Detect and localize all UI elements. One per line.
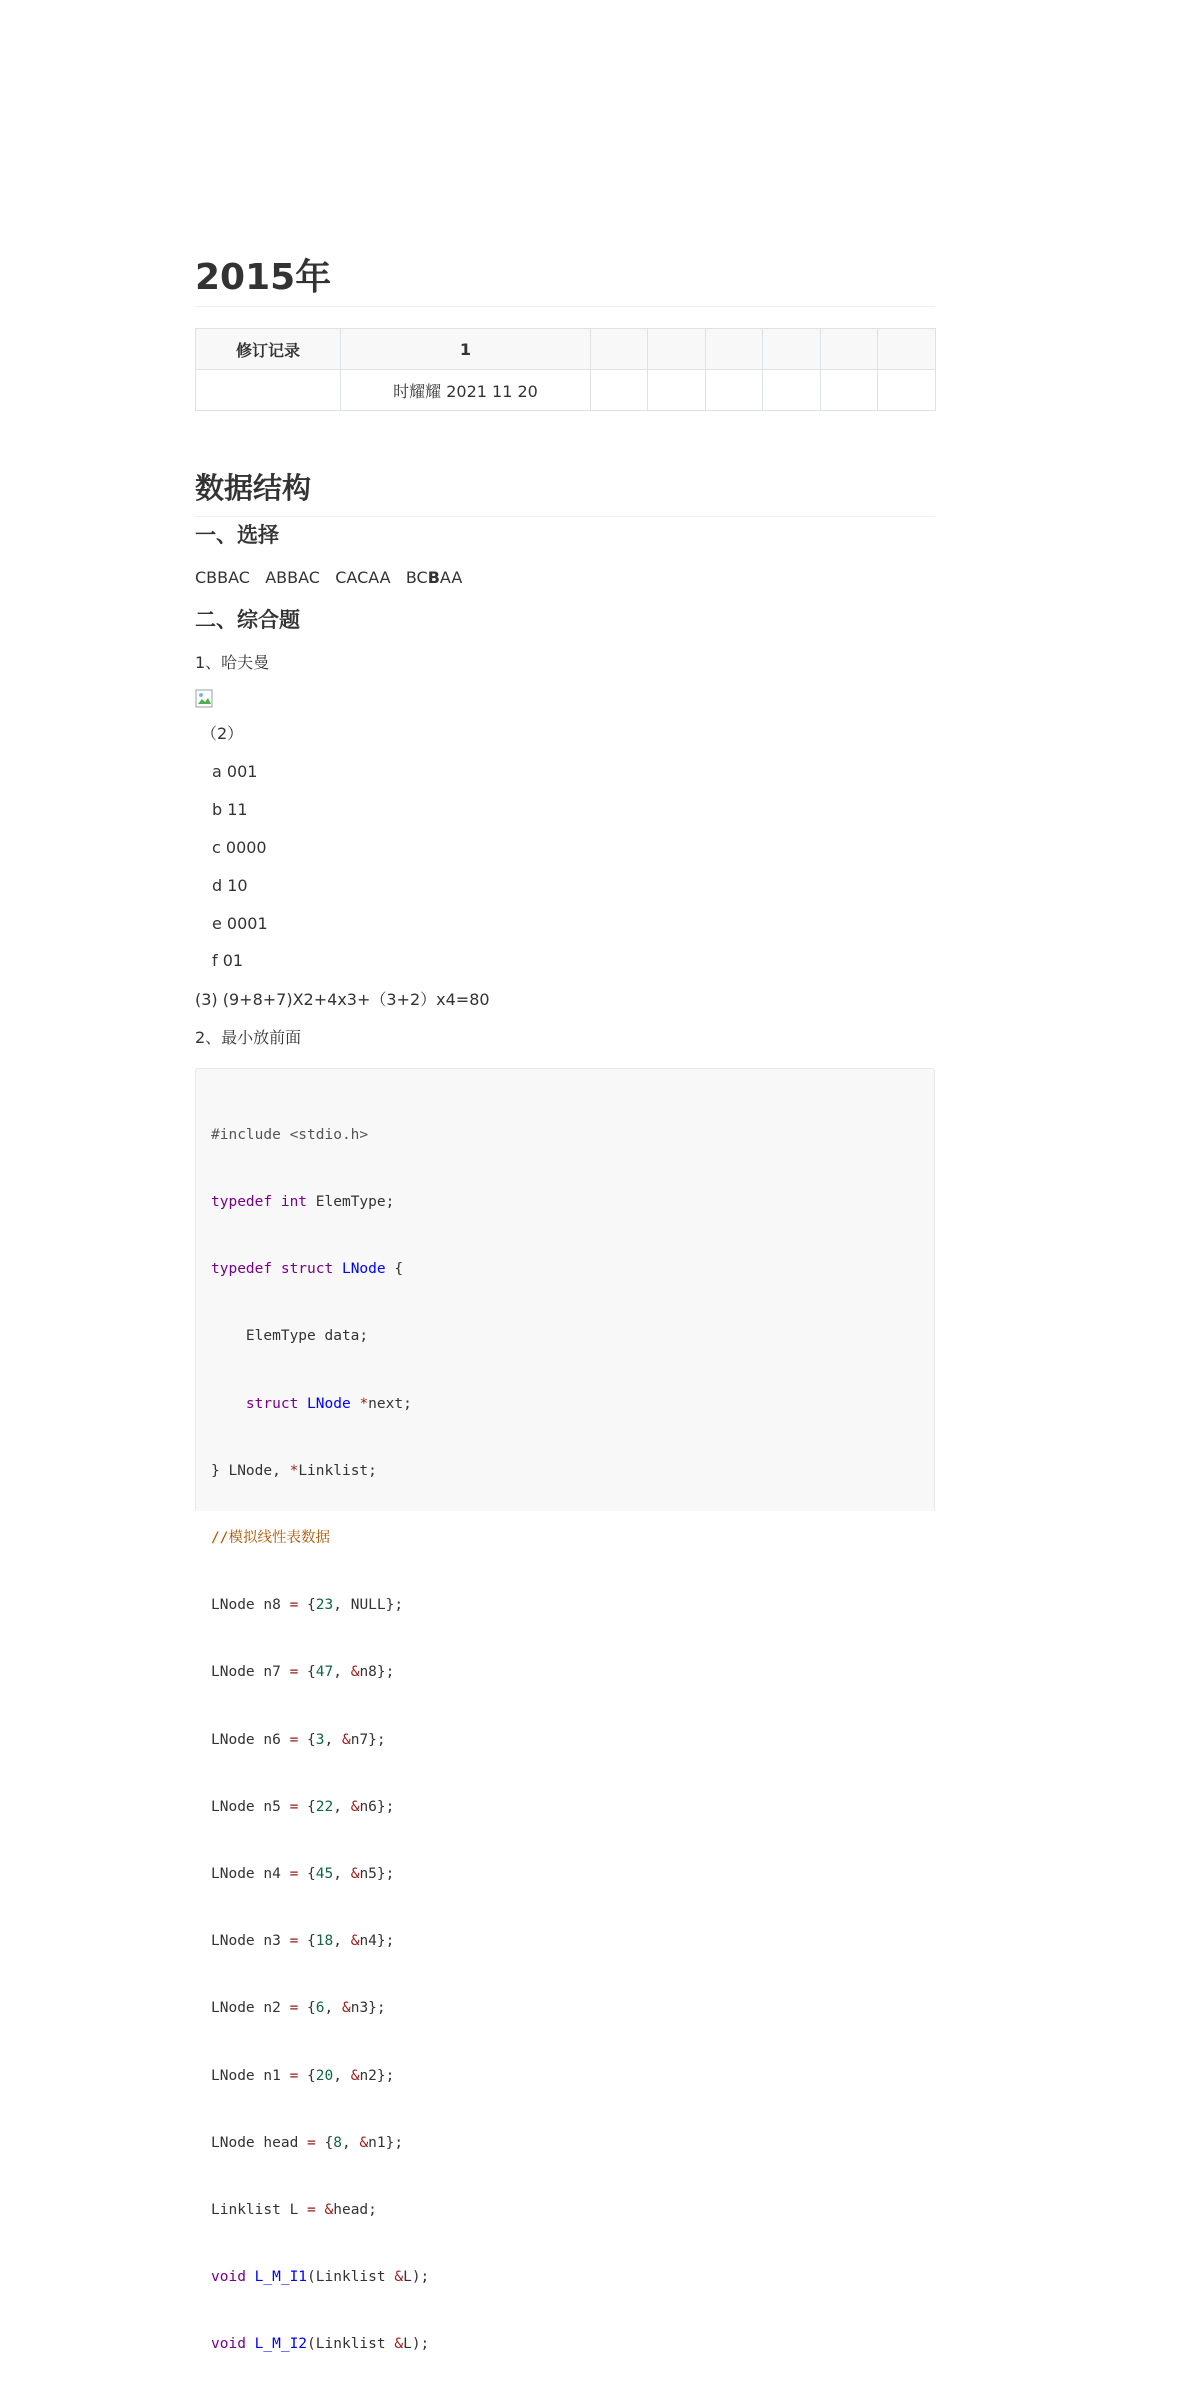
- code-line: Linklist L = &head;: [211, 2202, 377, 2219]
- revision-table: [195, 328, 936, 411]
- code-line: LNode head = {8, &n1};: [211, 2134, 404, 2151]
- table-cell: [591, 370, 648, 411]
- page-title: 2015年: [195, 256, 935, 307]
- code-line: LNode n8 = {23, NULL};: [211, 1597, 404, 1614]
- huffman-code-e: e 0001: [212, 914, 268, 933]
- code-line: struct LNode *next;: [245, 1395, 412, 1412]
- code-line: ElemType data;: [211, 1328, 369, 1345]
- code-line: typedef struct LNode {: [211, 1261, 404, 1278]
- code-line: LNode n7 = {47, &n8};: [211, 1664, 395, 1681]
- code-line: LNode n5 = {22, &n6};: [211, 1798, 395, 1815]
- table-cell: [821, 370, 878, 411]
- table-header-cell: [591, 329, 648, 370]
- table-header-cell: [648, 329, 706, 370]
- question-1-part-3: (3) (9+8+7)X2+4x3+（3+2）x4=80: [195, 990, 490, 1009]
- huffman-code-b: b 11: [212, 800, 248, 819]
- table-cell: [648, 370, 706, 411]
- code-line: #include <stdio.h>: [211, 1126, 369, 1143]
- code-line: //模拟线性表数据: [211, 1530, 330, 1547]
- code-line: } LNode, *Linklist;: [211, 1462, 377, 1479]
- table-row: [196, 370, 936, 411]
- section-title: 数据结构: [195, 466, 935, 517]
- huffman-code-d: d 10: [212, 876, 248, 895]
- code-line: void L_M_I2(Linklist &L);: [211, 2336, 430, 2353]
- table-header-cell: 1: [341, 329, 591, 370]
- huffman-code-c: c 0000: [212, 838, 267, 857]
- subsection-title-choice: 一、选择: [195, 523, 279, 547]
- huffman-code-f: f 01: [212, 951, 244, 970]
- code-block: [195, 1068, 935, 2353]
- code-line: LNode n6 = {3, &n7};: [211, 1731, 386, 1748]
- answer-group-3: CACAA: [335, 568, 391, 587]
- answer-group-4-post: AA: [439, 568, 463, 587]
- code-line: LNode n3 = {18, &n4};: [211, 1933, 395, 1950]
- table-header-cell: 修订记录: [196, 329, 341, 370]
- question-1-heading: 1、哈夫曼: [195, 653, 270, 672]
- code-line: typedef int ElemType;: [211, 1194, 395, 1211]
- broken-image-icon: [195, 689, 215, 709]
- question-2-heading: 2、最小放前面: [195, 1028, 302, 1047]
- table-header-row: [196, 329, 936, 370]
- table-cell: [196, 370, 341, 411]
- table-cell: [878, 370, 936, 411]
- answer-group-1: CBBAC: [195, 568, 250, 587]
- code-line: LNode n4 = {45, &n5};: [211, 1866, 395, 1883]
- answer-group-4-pre: BC: [405, 568, 428, 587]
- answer-group-2: ABBAC: [265, 568, 320, 587]
- code-line: LNode n2 = {6, &n3};: [211, 2000, 386, 2017]
- subsection-title-comprehensive: 二、综合题: [195, 608, 300, 632]
- table-header-cell: [878, 329, 936, 370]
- table-header-cell: [821, 329, 878, 370]
- table-header-cell: [706, 329, 763, 370]
- table-cell: [706, 370, 763, 411]
- question-1-part-2: （2）: [201, 724, 244, 743]
- table-cell: 时耀耀 2021 11 20: [341, 370, 591, 411]
- table-cell: [763, 370, 821, 411]
- table-header-cell: [763, 329, 821, 370]
- choice-answers: [195, 567, 462, 589]
- code-line: LNode n1 = {20, &n2};: [211, 2067, 395, 2084]
- code-line: void L_M_I1(Linklist &L);: [211, 2269, 430, 2286]
- huffman-code-a: a 001: [212, 762, 258, 781]
- answer-group-4-bold: B: [427, 568, 440, 587]
